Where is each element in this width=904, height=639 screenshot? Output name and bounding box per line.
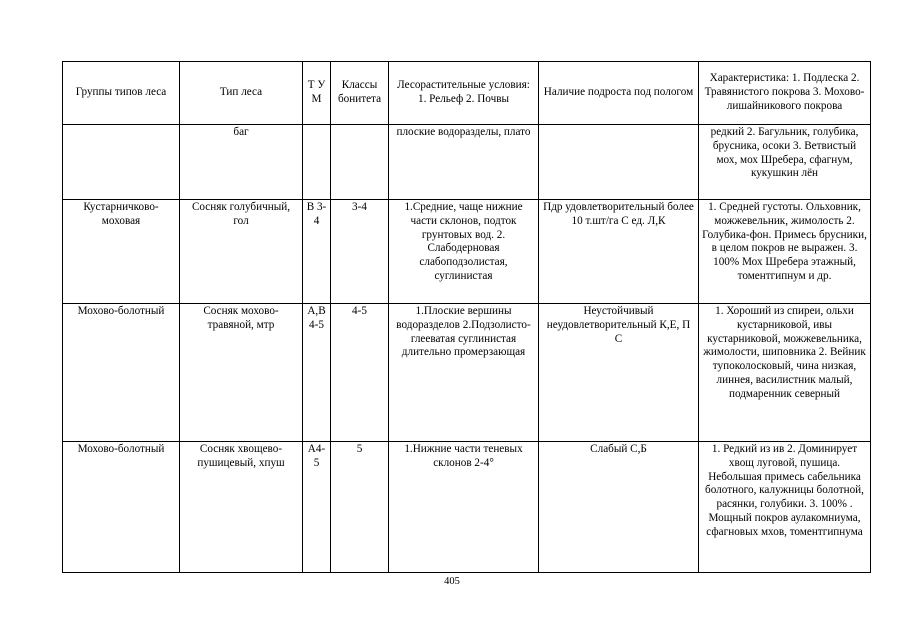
- header-characteristic: Характеристика: 1. Подлеска 2. Травянистого покрова 3. Мохово-лишайникового покрова: [699, 62, 871, 125]
- cell-group: [63, 125, 180, 200]
- cell-characteristic: 1. Средней густоты. Ольховник, можжевельник, жимолость 2. Голубика-фон. Примесь брусники, в целом покров не выражен. 3. 100% Мох Шребера этажный, томентгипнум и др.: [699, 200, 871, 304]
- table-row: [63, 125, 871, 200]
- forest-types-table: [62, 61, 871, 573]
- cell-conditions: 1.Средние, чаще нижние части склонов, подток грунтовых вод. 2. Слабодерновая слабоподзолистая, суглинистая: [389, 200, 539, 304]
- cell-type: Сосняк голубичный, гол: [180, 200, 303, 304]
- table-row: [63, 200, 871, 304]
- cell-type: Сосняк мохово-травяной, мтр: [180, 304, 303, 442]
- header-forest-group: Группы типов леса: [63, 62, 180, 125]
- header-undergrowth: Наличие подроста под пологом: [539, 62, 699, 125]
- cell-group: Мохово-болотный: [63, 304, 180, 442]
- cell-group: Кустарничково-моховая: [63, 200, 180, 304]
- cell-characteristic: 1. Хороший из спиреи, ольхи кустарниковой, ивы кустарниковой, можжевельника, жимолости, шиповника 2. Вейник тупоколосковый, чина низкая, линнея, василистник малый, подмаренник северный: [699, 304, 871, 442]
- header-conditions: Лесорастительные условия: 1. Рельеф 2. Почвы: [389, 62, 539, 125]
- cell-conditions: 1.Нижние части теневых склонов 2-4°: [389, 442, 539, 573]
- cell-undergrowth: Слабый С,Б: [539, 442, 699, 573]
- header-bonitet: Классы бонитета: [331, 62, 389, 125]
- cell-bonitet: 5: [331, 442, 389, 573]
- cell-undergrowth: Пдр удовлетворительный более 10 т.шт/га С ед. Л,К: [539, 200, 699, 304]
- cell-bonitet: [331, 125, 389, 200]
- cell-tum: [303, 125, 331, 200]
- cell-characteristic: 1. Редкий из ив 2. Доминирует хвощ луговой, пушица. Небольшая примесь сабельника болотного, калужницы болотной, расянки, голубики. 3. 100% . Мощный покров аулакомниума, сфагновых мхов, томентгипнума: [699, 442, 871, 573]
- cell-type: Сосняк хвощево-пушицевый, хпуш: [180, 442, 303, 573]
- cell-undergrowth: Неустойчивый неудовлетворительный К,Е, П С: [539, 304, 699, 442]
- table-header-row: [63, 62, 871, 125]
- cell-conditions: 1.Плоские вершины водоразделов 2.Подзолисто-глееватая суглинистая длительно промерзающая: [389, 304, 539, 442]
- table-row: [63, 304, 871, 442]
- cell-bonitet: 3-4: [331, 200, 389, 304]
- header-forest-type: Тип леса: [180, 62, 303, 125]
- page-number: 405: [444, 576, 460, 587]
- cell-group: Мохово-болотный: [63, 442, 180, 573]
- table-row: [63, 442, 871, 573]
- cell-tum: А4-5: [303, 442, 331, 573]
- cell-characteristic: редкий 2. Багульник, голубика, брусника, осоки 3. Ветвистый мох, мох Шребера, сфагнум, кукушкин лён: [699, 125, 871, 200]
- header-tum: Т У М: [303, 62, 331, 125]
- cell-bonitet: 4-5: [331, 304, 389, 442]
- cell-tum: В 3-4: [303, 200, 331, 304]
- cell-undergrowth: [539, 125, 699, 200]
- cell-conditions: плоские водоразделы, плато: [389, 125, 539, 200]
- cell-tum: А,В 4-5: [303, 304, 331, 442]
- cell-type: баг: [180, 125, 303, 200]
